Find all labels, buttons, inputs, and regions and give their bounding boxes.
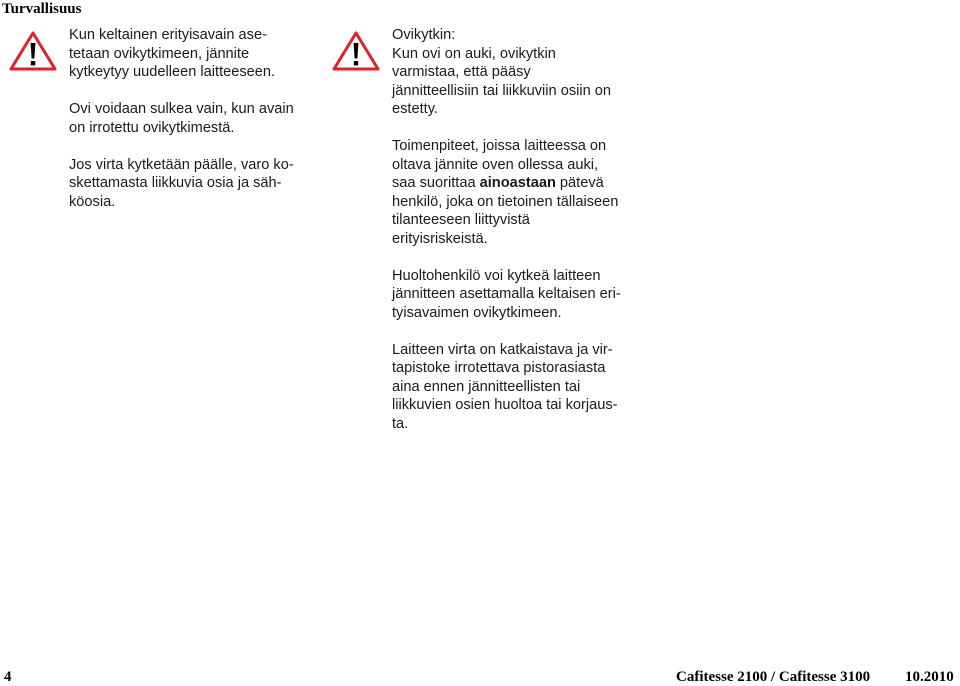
disconnect-power-paragraph: Laitteen virta on katkaistava ja vir- tapistoke irrotettava pistorasiasta aina ennen jännitteellisten tai liikkuvien osien huoltoa tai korjaus- ta.	[392, 341, 618, 432]
left-column	[69, 26, 319, 230]
warning-triangle-icon	[331, 30, 381, 72]
left-paragraph-1: Kun keltainen erityisavain ase- tetaan ovikytkimeen, jännite kytkeytyy uudelleen laitteeseen.	[69, 27, 276, 80]
service-key-paragraph: Huoltohenkilö voi kytkeä laitteen jännitteen asettamalla keltaisen eri- tyisavaimen ovikytkimeen.	[392, 267, 621, 321]
door-switch-paragraph: Ovikytkin: Kun ovi on auki, ovikytkin varmistaa, että pääsy jännitteellisiin tai liikkuviin osiin on estetty.	[392, 27, 612, 117]
section-title: Turvallisuus	[2, 1, 82, 17]
emphasis-only: ainoastaan	[479, 175, 556, 191]
document-date: 10.2010	[905, 669, 954, 685]
product-name: Cafitesse 2100 / Cafitesse 3100	[676, 669, 871, 685]
qualified-person-paragraph: Toimenpiteet, joissa laitteessa on oltava jännite oven ollessa auki, saa suorittaa ainoastaan pätevä henkilö, joka on tietoinen tällaiseen tilanteeseen liittyvistä erityisriskeistä.	[392, 138, 619, 247]
warning-triangle-icon	[8, 30, 58, 72]
page-number: 4	[4, 669, 12, 685]
right-column	[392, 26, 652, 452]
left-paragraph-3: Jos virta kytketään päälle, varo ko- skettamasta liikkuvia osia ja säh- köosia.	[69, 156, 294, 210]
left-paragraph-2: Ovi voidaan sulkea vain, kun avain on irrotettu ovikytkimestä.	[69, 101, 294, 136]
